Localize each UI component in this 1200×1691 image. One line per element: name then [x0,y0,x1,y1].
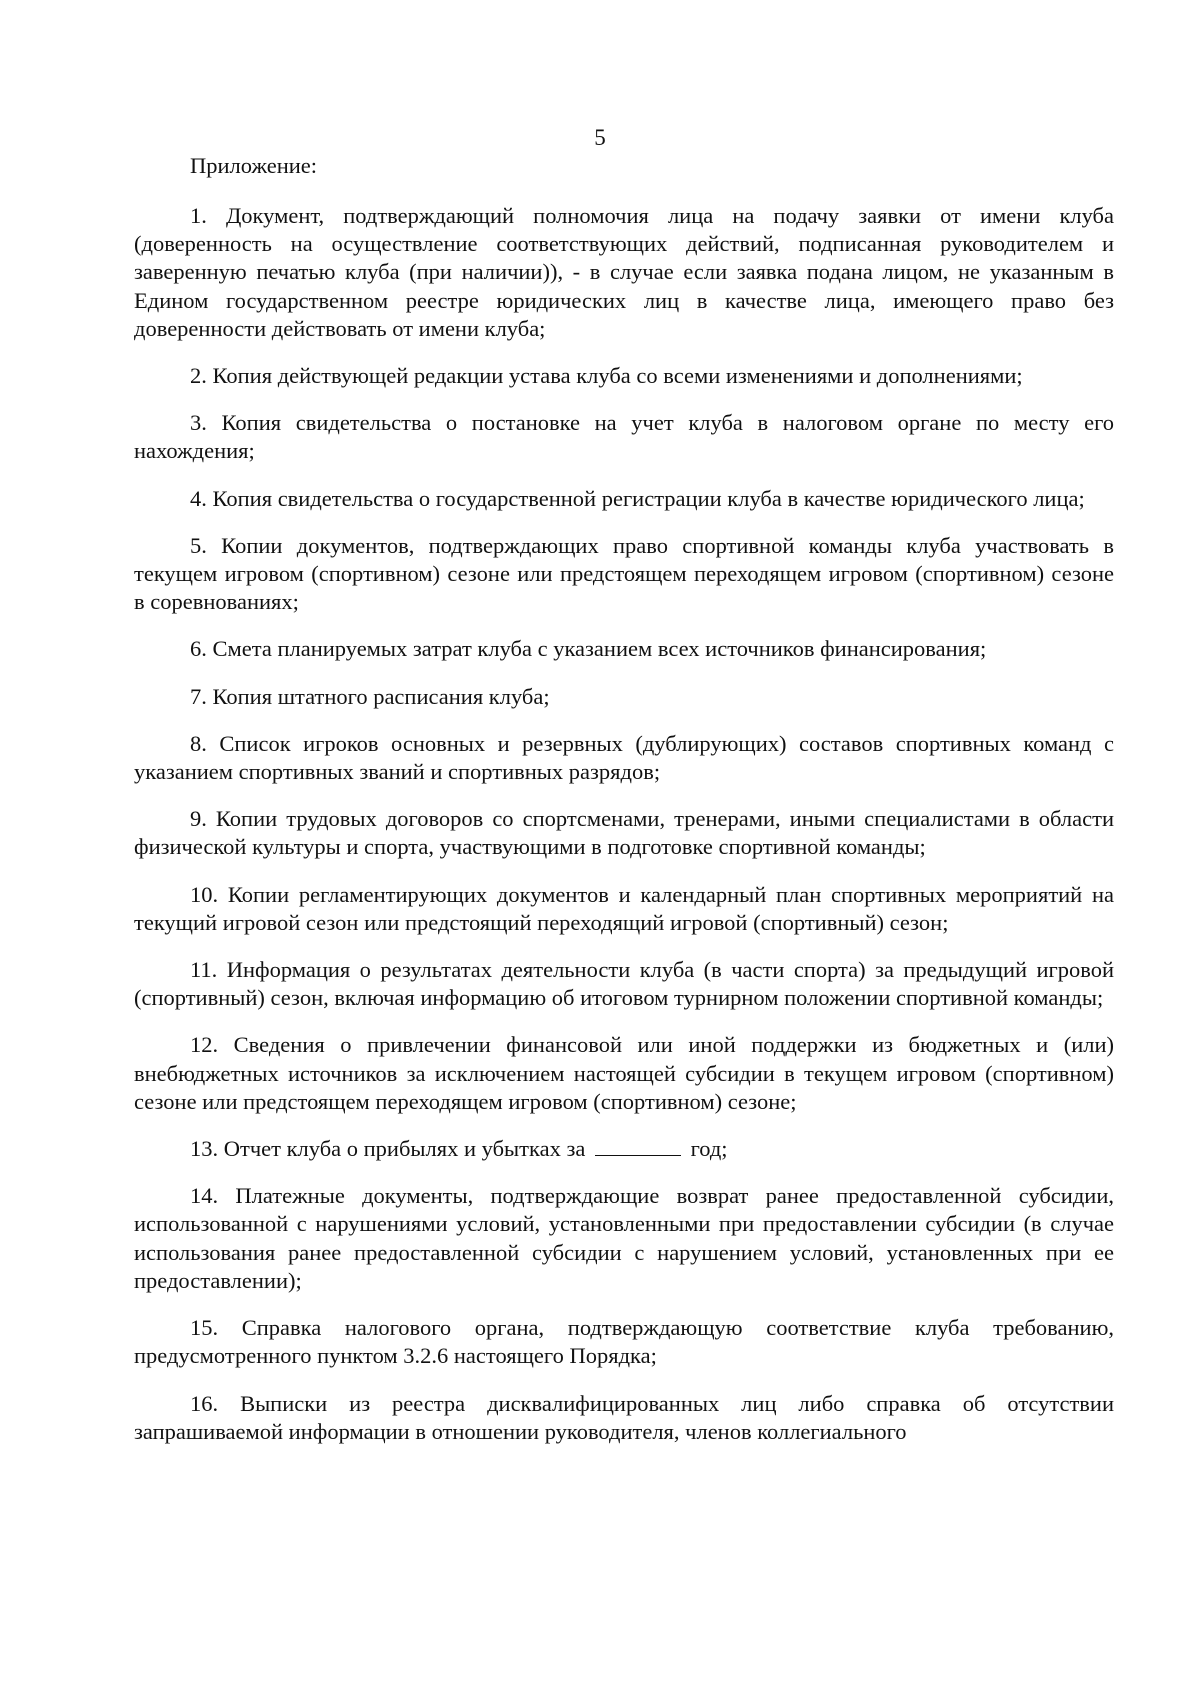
list-item-16: 16. Выписки из реестра дисквалифицированных лиц либо справка об отсутствии запрашиваемой информации в отношении руководителя, членов коллегиального [134,1390,1114,1444]
list-item-1: 1. Документ, подтверждающий полномочия лица на подачу заявки от имени клуба (доверенность на осуществление соответствующих действий, подписанная руководителем и заверенную печатью клуба (при наличии)), - в случае если заявка подана лицом, не указанным в Едином государственном реестре юридических лиц в качестве лица, имеющего право без доверенности действовать от имени клуба; [134,203,1114,341]
list-item-8: 8. Список игроков основных и резервных (дублирующих) составов спортивных команд с указанием спортивных званий и спортивных разрядов; [134,730,1114,785]
list-item-2: 2. Копия действующей редакции устава клуба со всеми изменениями и дополнениями; [190,363,1023,389]
list-item-7: 7. Копия штатного расписания клуба; [190,683,550,709]
page-number: 5 [594,125,606,150]
year-blank-line [595,1137,681,1156]
list-item-10: 10. Копии регламентирующих документов и календарный план спортивных мероприятий на текущий игровой сезон или предстоящий переходящий игровой (спортивный) сезон; [134,881,1114,935]
list-item-9: 9. Копии трудовых договоров со спортсменами, тренерами, иными специалистами в области физической культуры и спорта, участвующими в подготовке спортивной команды; [134,806,1114,860]
list-item-6: 6. Смета планируемых затрат клуба с указанием всех источников финансирования; [190,636,987,662]
list-item-13-text: 13. Отчет клуба о прибылях и убытках за [190,1136,586,1162]
appendix-list [134,202,1114,1465]
list-item-3: 3. Копия свидетельства о постановке на учет клуба в налоговом органе по месту его нахождения; [134,410,1114,464]
list-item-15: 15. Справка налогового органа, подтверждающую соответствие клуба требованию, предусмотренного пунктом 3.2.6 настоящего Порядка; [134,1315,1114,1369]
list-item-11: 11. Информация о результатах деятельности клуба (в части спорта) за предыдущий игровой (спортивный) сезон, включая информацию об итоговом турнирном положении спортивной команды; [134,957,1114,1011]
list-item-12: 12. Сведения о привлечении финансовой или иной поддержки из бюджетных и (или) внебюджетных источников за исключением настоящей субсидии в текущем игровом (спортивном) сезоне или предстоящем переходящем игровом (спортивном) сезоне; [134,1032,1114,1114]
list-item-13-suffix: год; [690,1136,728,1162]
appendix-heading: Приложение: [190,153,318,178]
list-item-4: 4. Копия свидетельства о государственной регистрации клуба в качестве юридического лица; [190,485,1085,511]
list-item-5: 5. Копии документов, подтверждающих право спортивной команды клуба участвовать в текущем игровом (спортивном) сезоне или предстоящем переходящем игровом (спортивном) сезоне в соревнованиях; [134,532,1114,615]
list-item-13 [134,1135,1114,1163]
list-item-14: 14. Платежные документы, подтверждающие возврат ранее предоставленной субсидии, использованной с нарушениями условий, установленными при предоставлении субсидии (в случае использования ранее предоставленной субсидии с нарушением условий, установленных при ее предоставлении); [134,1183,1114,1293]
